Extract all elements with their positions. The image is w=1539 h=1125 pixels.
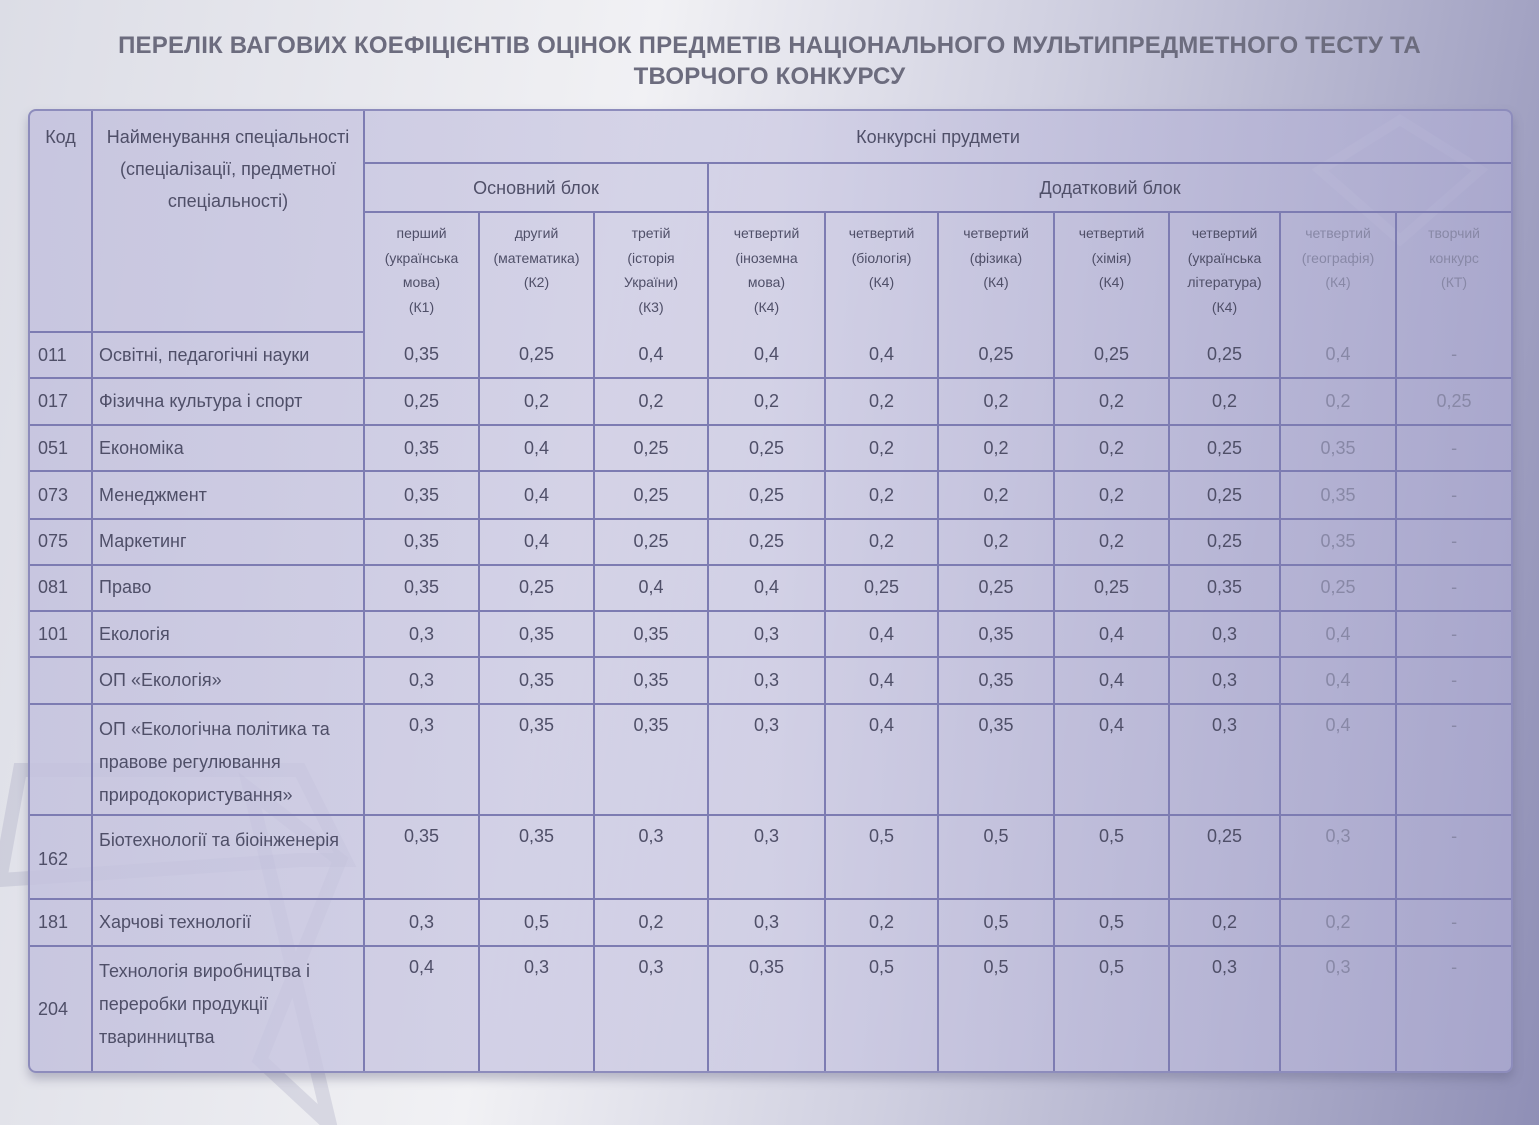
row-value-col-10: - xyxy=(1396,611,1511,657)
row-value-col-3: 0,35 xyxy=(594,704,708,814)
row-value-col-2: 0,35 xyxy=(479,704,594,814)
row-value-col-1: 0,3 xyxy=(364,657,479,704)
row-value-col-8: 0,2 xyxy=(1169,378,1280,425)
header-column-line: (фізика) xyxy=(969,249,1023,266)
row-value-col-5: 0,4 xyxy=(825,611,938,657)
row-value-col-8: 0,25 xyxy=(1169,815,1280,899)
row-value-col-5: 0,2 xyxy=(825,519,938,565)
row-value-col-8: 0,25 xyxy=(1169,332,1280,378)
row-value-col-5: 0,2 xyxy=(825,425,938,471)
row-value-col-1: 0,35 xyxy=(364,519,479,565)
header-column-line: (географія) xyxy=(1301,249,1375,266)
row-specialty-name: Біотехнології та біоінженерія xyxy=(92,815,364,899)
row-value-col-8: 0,3 xyxy=(1169,704,1280,814)
table-row xyxy=(30,565,1511,611)
row-value-col-3: 0,2 xyxy=(594,899,708,946)
title-line-1: ПЕРЕЛІК ВАГОВИХ КОЕФІЦІЄНТІВ ОЦІНОК ПРЕДМЕТІВ НАЦІОНАЛЬНОГО МУЛЬТИПРЕДМЕТНОГО ТЕСТУ ТА xyxy=(118,32,1421,59)
row-value-col-6: 0,2 xyxy=(938,519,1054,565)
row-value-col-9: 0,25 xyxy=(1280,565,1396,611)
row-code: 017 xyxy=(30,378,92,425)
row-value-col-5: 0,5 xyxy=(825,815,938,899)
header-column-3 xyxy=(594,212,708,332)
row-value-col-10: - xyxy=(1396,471,1511,518)
row-value-col-2: 0,4 xyxy=(479,519,594,565)
header-column-line: третій xyxy=(631,225,671,242)
row-value-col-4: 0,25 xyxy=(708,425,825,471)
table-row xyxy=(30,704,1511,814)
row-code: 051 xyxy=(30,425,92,471)
row-value-col-10: - xyxy=(1396,815,1511,899)
row-specialty-name: Право xyxy=(92,565,364,611)
header-column-line: (математика) xyxy=(493,249,580,266)
row-value-col-9: 0,2 xyxy=(1280,378,1396,425)
row-value-col-3: 0,3 xyxy=(594,815,708,899)
header-column-line: (іноземна xyxy=(735,249,798,266)
row-value-col-8: 0,2 xyxy=(1169,899,1280,946)
header-column-line: (хімія) xyxy=(1091,249,1132,266)
row-value-col-3: 0,25 xyxy=(594,519,708,565)
header-column-line: (К4) xyxy=(868,274,895,291)
header-column-9 xyxy=(1280,212,1396,332)
row-value-col-9: 0,35 xyxy=(1280,471,1396,518)
row-value-col-3: 0,35 xyxy=(594,611,708,657)
header-column-line: четвертий xyxy=(1078,225,1145,242)
row-value-col-1: 0,35 xyxy=(364,471,479,518)
row-value-col-9: 0,4 xyxy=(1280,704,1396,814)
row-value-col-7: 0,2 xyxy=(1054,425,1169,471)
row-value-col-5: 0,2 xyxy=(825,899,938,946)
header-column-line: (К4) xyxy=(983,274,1009,291)
row-value-col-4: 0,3 xyxy=(708,704,825,814)
row-value-col-8: 0,35 xyxy=(1169,565,1280,611)
row-value-col-3: 0,4 xyxy=(594,565,708,611)
row-value-col-6: 0,25 xyxy=(938,565,1054,611)
row-code: 073 xyxy=(30,471,92,518)
row-code: 101 xyxy=(30,611,92,657)
table-row xyxy=(30,519,1511,565)
row-value-col-4: 0,25 xyxy=(708,519,825,565)
header-column-line: України) xyxy=(623,274,679,291)
row-value-col-6: 0,35 xyxy=(938,657,1054,704)
row-value-col-2: 0,2 xyxy=(479,378,594,425)
header-column-10 xyxy=(1396,212,1511,332)
row-value-col-4: 0,25 xyxy=(708,471,825,518)
row-value-col-4: 0,3 xyxy=(708,899,825,946)
header-column-1 xyxy=(364,212,479,332)
row-value-col-6: 0,5 xyxy=(938,815,1054,899)
row-value-col-2: 0,4 xyxy=(479,425,594,471)
row-value-col-4: 0,2 xyxy=(708,378,825,425)
coefficients-table xyxy=(30,111,1511,1071)
row-value-col-9: 0,4 xyxy=(1280,332,1396,378)
header-main-block: Основний блок xyxy=(364,163,708,212)
row-value-col-6: 0,2 xyxy=(938,425,1054,471)
row-value-col-3: 0,3 xyxy=(594,946,708,1071)
header-column-line: четвертий xyxy=(1305,225,1371,242)
row-value-col-10: - xyxy=(1396,899,1511,946)
header-column-line: конкурс xyxy=(1429,249,1479,266)
table-row xyxy=(30,332,1511,378)
row-value-col-8: 0,3 xyxy=(1169,611,1280,657)
row-value-col-7: 0,2 xyxy=(1054,519,1169,565)
row-code: 075 xyxy=(30,519,92,565)
row-value-col-7: 0,25 xyxy=(1054,565,1169,611)
page-title xyxy=(0,30,1539,92)
row-value-col-5: 0,5 xyxy=(825,946,938,1071)
row-value-col-2: 0,25 xyxy=(479,332,594,378)
row-value-col-7: 0,5 xyxy=(1054,946,1169,1071)
row-value-col-7: 0,25 xyxy=(1054,332,1169,378)
title-line-2: ТВОРЧОГО КОНКУРСУ xyxy=(633,63,906,90)
table-row xyxy=(30,815,1511,899)
table-row xyxy=(30,425,1511,471)
row-value-col-6: 0,35 xyxy=(938,704,1054,814)
header-column-line: четвертий xyxy=(733,225,800,242)
header-column-6 xyxy=(938,212,1054,332)
table-row xyxy=(30,899,1511,946)
row-value-col-3: 0,2 xyxy=(594,378,708,425)
row-value-col-8: 0,3 xyxy=(1169,657,1280,704)
row-specialty-name: ОП «Екологія» xyxy=(92,657,364,704)
row-value-col-10: - xyxy=(1396,946,1511,1071)
table-row xyxy=(30,471,1511,518)
row-value-col-8: 0,25 xyxy=(1169,519,1280,565)
row-code xyxy=(30,704,92,814)
row-value-col-10: - xyxy=(1396,565,1511,611)
row-value-col-1: 0,3 xyxy=(364,899,479,946)
row-value-col-8: 0,25 xyxy=(1169,471,1280,518)
header-column-line: (К4) xyxy=(1211,298,1238,315)
row-value-col-4: 0,35 xyxy=(708,946,825,1071)
row-value-col-7: 0,4 xyxy=(1054,657,1169,704)
row-value-col-10: - xyxy=(1396,519,1511,565)
header-column-line: (К1) xyxy=(408,298,435,315)
row-value-col-9: 0,3 xyxy=(1280,946,1396,1071)
row-value-col-10: - xyxy=(1396,657,1511,704)
row-value-col-10: - xyxy=(1396,332,1511,378)
table-body xyxy=(30,332,1511,1071)
row-specialty-name: Маркетинг xyxy=(92,519,364,565)
header-column-line: творчий xyxy=(1428,225,1481,242)
row-value-col-5: 0,25 xyxy=(825,565,938,611)
row-value-col-4: 0,4 xyxy=(708,565,825,611)
row-value-col-10: 0,25 xyxy=(1396,378,1511,425)
row-value-col-1: 0,3 xyxy=(364,704,479,814)
row-value-col-7: 0,4 xyxy=(1054,704,1169,814)
row-value-col-3: 0,25 xyxy=(594,425,708,471)
row-value-col-2: 0,5 xyxy=(479,899,594,946)
row-value-col-9: 0,35 xyxy=(1280,519,1396,565)
row-value-col-9: 0,3 xyxy=(1280,815,1396,899)
row-value-col-5: 0,4 xyxy=(825,657,938,704)
row-value-col-9: 0,35 xyxy=(1280,425,1396,471)
row-value-col-7: 0,5 xyxy=(1054,815,1169,899)
header-column-line: мова) xyxy=(402,274,441,291)
header-column-2 xyxy=(479,212,594,332)
header-column-line: (українська xyxy=(1187,249,1262,266)
row-code: 162 xyxy=(30,815,92,899)
row-value-col-7: 0,5 xyxy=(1054,899,1169,946)
row-value-col-2: 0,35 xyxy=(479,657,594,704)
row-value-col-7: 0,2 xyxy=(1054,471,1169,518)
row-value-col-1: 0,35 xyxy=(364,425,479,471)
row-specialty-name: Освітні, педагогічні науки xyxy=(92,332,364,378)
row-specialty-name: Фізична культура і спорт xyxy=(92,378,364,425)
row-value-col-2: 0,35 xyxy=(479,815,594,899)
header-extra-block: Додатковий блок xyxy=(708,163,1511,212)
row-value-col-9: 0,4 xyxy=(1280,657,1396,704)
row-value-col-5: 0,2 xyxy=(825,378,938,425)
header-column-line: (історія xyxy=(627,249,675,266)
row-value-col-6: 0,2 xyxy=(938,471,1054,518)
row-value-col-5: 0,4 xyxy=(825,332,938,378)
row-value-col-4: 0,3 xyxy=(708,611,825,657)
row-value-col-3: 0,25 xyxy=(594,471,708,518)
header-column-line: (біологія) xyxy=(851,249,912,266)
header-column-line: (К3) xyxy=(638,298,664,315)
header-subjects: Конкурсні прудмети xyxy=(364,111,1511,163)
row-value-col-3: 0,4 xyxy=(594,332,708,378)
row-value-col-5: 0,2 xyxy=(825,471,938,518)
row-specialty-name: Екологія xyxy=(92,611,364,657)
row-specialty-name: Харчові технології xyxy=(92,899,364,946)
header-column-line: четвертий xyxy=(848,225,915,242)
row-value-col-4: 0,3 xyxy=(708,815,825,899)
row-specialty-name: Економіка xyxy=(92,425,364,471)
row-value-col-4: 0,4 xyxy=(708,332,825,378)
header-column-5 xyxy=(825,212,938,332)
table-header xyxy=(30,111,1511,332)
row-value-col-10: - xyxy=(1396,425,1511,471)
row-value-col-1: 0,35 xyxy=(364,332,479,378)
header-column-line: (українська xyxy=(384,249,459,266)
header-column-line: (К4) xyxy=(753,298,780,315)
row-value-col-6: 0,35 xyxy=(938,611,1054,657)
row-value-col-9: 0,4 xyxy=(1280,611,1396,657)
row-value-col-6: 0,25 xyxy=(938,332,1054,378)
header-column-line: (КТ) xyxy=(1441,274,1468,291)
row-value-col-2: 0,4 xyxy=(479,471,594,518)
row-value-col-10: - xyxy=(1396,704,1511,814)
row-value-col-6: 0,5 xyxy=(938,946,1054,1071)
row-value-col-1: 0,4 xyxy=(364,946,479,1071)
header-column-line: другий xyxy=(514,225,559,242)
header-column-line: (К4) xyxy=(1325,274,1351,291)
row-value-col-6: 0,5 xyxy=(938,899,1054,946)
row-value-col-1: 0,25 xyxy=(364,378,479,425)
row-value-col-3: 0,35 xyxy=(594,657,708,704)
row-value-col-1: 0,3 xyxy=(364,611,479,657)
row-value-col-2: 0,35 xyxy=(479,611,594,657)
header-column-line: література) xyxy=(1187,274,1262,291)
header-column-4 xyxy=(708,212,825,332)
row-value-col-9: 0,2 xyxy=(1280,899,1396,946)
header-column-8 xyxy=(1169,212,1280,332)
row-code: 204 xyxy=(30,946,92,1071)
table-row xyxy=(30,611,1511,657)
row-value-col-8: 0,25 xyxy=(1169,425,1280,471)
row-code xyxy=(30,657,92,704)
coefficients-table-card xyxy=(28,109,1513,1073)
header-column-line: перший xyxy=(396,225,447,242)
row-value-col-7: 0,2 xyxy=(1054,378,1169,425)
row-code: 081 xyxy=(30,565,92,611)
row-value-col-8: 0,3 xyxy=(1169,946,1280,1071)
row-code: 011 xyxy=(30,332,92,378)
row-value-col-2: 0,3 xyxy=(479,946,594,1071)
header-column-line: четвертий xyxy=(963,225,1029,242)
row-value-col-2: 0,25 xyxy=(479,565,594,611)
header-column-line: четвертий xyxy=(1191,225,1258,242)
row-specialty-name: Технологія виробництва і переробки продукції тваринництва xyxy=(92,946,364,1071)
row-code: 181 xyxy=(30,899,92,946)
header-column-line: (К4) xyxy=(1098,274,1125,291)
table-row xyxy=(30,378,1511,425)
row-value-col-1: 0,35 xyxy=(364,815,479,899)
table-row xyxy=(30,946,1511,1071)
row-value-col-7: 0,4 xyxy=(1054,611,1169,657)
row-value-col-4: 0,3 xyxy=(708,657,825,704)
table-row xyxy=(30,657,1511,704)
header-column-line: мова) xyxy=(747,274,786,291)
row-value-col-1: 0,35 xyxy=(364,565,479,611)
header-column-line: (К2) xyxy=(523,274,550,291)
row-value-col-5: 0,4 xyxy=(825,704,938,814)
header-code: Код xyxy=(30,111,92,332)
row-specialty-name: Менеджмент xyxy=(92,471,364,518)
header-specialty-name: Найменування спеціальності (спеціалізації, предметної спеціальності) xyxy=(92,111,364,332)
header-column-7 xyxy=(1054,212,1169,332)
row-specialty-name: ОП «Екологічна політика та правове регулювання природокористування» xyxy=(92,704,364,814)
row-value-col-6: 0,2 xyxy=(938,378,1054,425)
